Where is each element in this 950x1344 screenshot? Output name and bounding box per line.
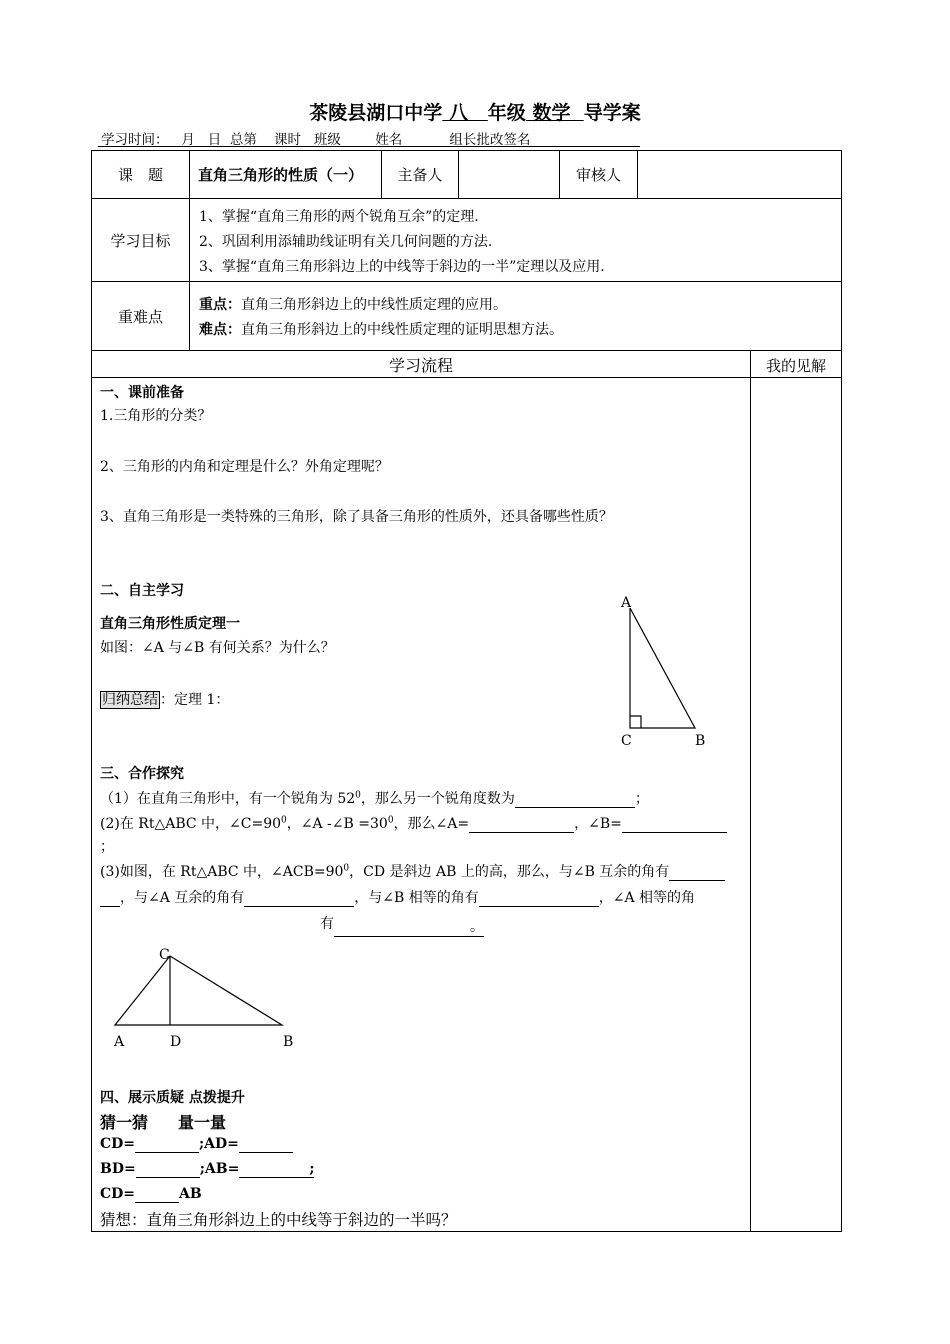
meta-underline — [98, 146, 640, 147]
difficulty-label: 重难点 — [117, 308, 163, 326]
exercise-2: (2)在 Rt△ABC 中，$\angle C=90^0$，∠A -∠B $=30^0$，那么∠A= ，∠B= — [100, 813, 727, 833]
summary-label: 归纳总结 — [102, 692, 158, 708]
preparer-label: 主备人 — [397, 166, 443, 184]
right-triangle-figure — [600, 588, 730, 748]
theorem-question: 如图：∠A 与∠B 有何关系？为什么？ — [100, 640, 335, 656]
goal-3: 3、掌握“直角三角形斜边上的中线等于斜边的一半”定理以及应用. — [199, 259, 605, 275]
side-header: 我的见解 — [765, 357, 826, 375]
measure-line-3: CD= AB — [100, 1186, 202, 1202]
vertex-c-label-2: C — [159, 947, 170, 963]
vertex-c-label: C — [621, 733, 632, 748]
question-2: 2、三角形的内角和定理是什么？外角定理呢？ — [100, 459, 389, 475]
hard-point: 难点：直角三角形斜边上的中线性质定理的证明思想方法。 — [199, 322, 563, 338]
altitude-triangle-figure — [100, 940, 310, 1055]
section3-title: 三、合作探究 — [100, 766, 184, 782]
vertex-a-label-2: A — [114, 1034, 125, 1050]
summary-line: 归纳总结 ：定理 1： — [102, 692, 230, 708]
measure-line-1: CD= ;AD= — [100, 1136, 293, 1153]
vertex-a-label: A — [621, 595, 632, 611]
vertex-b-label-2: B — [283, 1034, 294, 1050]
key-point: 重点：直角三角形斜边上的中线性质定理的应用。 — [199, 297, 507, 313]
measure-line-2: BD= ;AB= ; — [100, 1161, 315, 1177]
flow-header: 学习流程 — [388, 356, 453, 375]
subject-value: 数学 — [532, 102, 571, 124]
exercise-1: （1）在直角三角形中，有一个锐角为 $52^0$，那么另一个锐角度数为 ； — [100, 790, 649, 807]
exercise-3-line1: (3)如图，在 Rt△ABC 中，$\angle ACB=90^0$，CD 是斜边 AB 上的高，那么，与∠B 互余的角有 — [100, 861, 725, 881]
question-3: 3、直角三角形是一类特殊的三角形，除了具备三角形的性质外，还具备哪些性质？ — [100, 509, 613, 525]
vertex-b-label: B — [695, 733, 706, 748]
exercise-2-end: ； — [100, 839, 114, 855]
theorem-title: 直角三角形性质定理一 — [100, 616, 240, 632]
page-title: 茶陵县湖口中学 八 年级 数学 导学案 — [309, 102, 641, 124]
topic-value: 直角三角形的性质（一） — [198, 166, 364, 184]
guess-measure-title: 猜一猜 量一量 — [100, 1113, 227, 1132]
section4-title: 四、展示质疑 点拨提升 — [100, 1090, 245, 1106]
vertex-d-label: D — [170, 1034, 182, 1050]
section1-title: 一、课前准备 — [100, 385, 184, 401]
reviewer-label: 审核人 — [575, 166, 621, 184]
goals-label: 学习目标 — [110, 232, 171, 250]
exercise-3-line3: 有 。 — [320, 916, 484, 935]
topic-label: 课 题 — [117, 166, 163, 184]
meta-line: 学习时间： 月 日 总第 课时 班级 姓名 组长批改签名 — [101, 132, 531, 148]
conjecture: 猜想：直角三角形斜边上的中线等于斜边的一半吗？ — [100, 1211, 457, 1229]
grade-value: 八 — [448, 102, 468, 124]
goal-2: 2、巩固利用添辅助线证明有关几何问题的方法. — [199, 234, 493, 250]
exercise-3-line2: ，与∠A 互余的角有 ，与∠B 相等的角有 ，∠A 相等的角 — [100, 887, 695, 907]
section2-title: 二、自主学习 — [100, 583, 184, 599]
goal-1: 1、掌握“直角三角形的两个锐角互余”的定理. — [199, 209, 479, 225]
question-1: 1.三角形的分类？ — [100, 408, 212, 424]
